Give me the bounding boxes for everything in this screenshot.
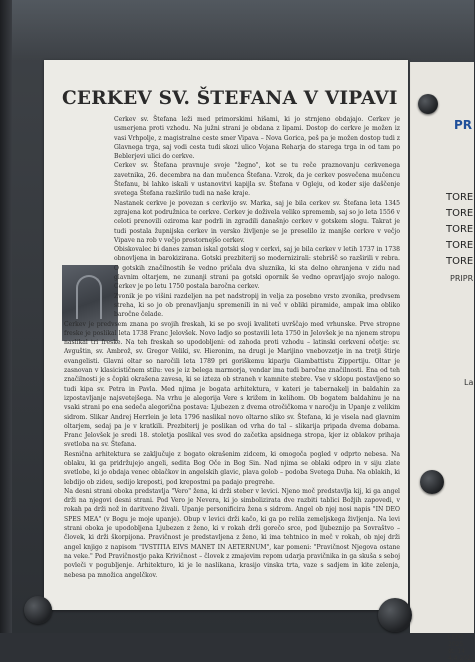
paragraph: Cerkev sv. Štefana leži med primorskimi hišami, ki jo strnjeno obdajajo. Cerkev je usmerjena proti vzhodu. Na južni strani je obdana z lipami. Dostop do cerkve je možen iz vasi Vrhpolje, z magistralne ceste smer Vipava – Nova Gorica, peš pa je možen dostop tudi z Glavnega trga, saj vodi cesta tudi skozi ulico Vojana Reharja do starega trga in od tam po Beblerjevi ulici do cerkve. — [114, 116, 400, 161]
notice-small-text: La — [464, 378, 474, 387]
notice-line: TORE — [446, 224, 474, 235]
notice-footer-line: št. 14 — [448, 648, 465, 655]
notice-note: PRIPR — [450, 274, 474, 283]
notice-footer-line: 4.4.2025 — [448, 655, 475, 662]
notice-heading-fragment: PR — [454, 118, 473, 132]
pin-icon — [378, 598, 412, 632]
paragraph: Resnična arhitektura se zaključuje z bogato okrašenim zidcem, ki omogoča pogled v odprto nebesa. Na oblaku, ki ga pridržujejo angeli, sedita Bog Oče in Bog Sin. Nad njima se oblaki odpro in v siju zlate svetlobe, ki jo obdaja venec oblačkov in angelskih glavic, plava golob – podoba Svetega Duha. Na oblakih, ki lebdijo ob zideu, sedijo kreposti, pod krepostmi pa padajo pregrehe. — [64, 450, 400, 486]
glass-reflection — [0, 0, 474, 60]
notice-line: TORE — [446, 240, 474, 251]
display-case-frame — [0, 0, 12, 633]
arch-detail — [76, 275, 102, 319]
notice-footer-line: LETO 2025 — [448, 634, 464, 648]
paragraph: Obiskovalec bi danes zaman iskal gotski slog v cerkvi, saj je bila cerkev v letih 1737 in 1738 obnovljena in barokizirana. Gotski prezbiterij so modernizirali: stebrišč so razširili v rebra. O gotskih značilnostih še vedno pričala dva sluznika, ki sta delno ohranjena v zidu nad glavnim oltarjem, ne zunanji strani pa gotski opornik še vedno opravljajo svojo nalogo. Cerkev je po letu 1750 postala baročna cerkev. — [114, 246, 400, 291]
paragraph: Na desni strani oboka predstavlja "Vero" žena, ki drži steber v levici. Njeno moč predstavlja kij, ki ga angel drži na njegovi desni strani. Pod Vero je Nevera, ki jo simbolizirata dve razbiti tablici Božjih zapovedi, v rokah pa drži nož in daritveno živali. Upanje personificira žena s sidrom. Angel ob njej nosi napis "IN DEO SPES MEA" (v Bogu je moje upanje). Obup v levici drži kačo, ki ga po relila zemeljskega življenja. Na levi strani oboka je upodobljena Ljubezen z ženo, ki v rokah drži gorečo srce, pod ljubeznijo pa Sovraštvo – človek, ki drži škorpijona. Pravičnost je predstavljena z ženo, ki ima tehtnico in meč v rokah, ob njej drži angel knjigo z napisom "IVSTITIA EIVS MANET IN AETERNUM", kar pomeni: "Pravičnost Njegova ostane na veke." Pod Pravičnostjo paka Krivičnost – človek z zmajevim repom udarja pravičnika in ga skuša s seboj povleči v pogubljenje. Arhitekturo, ki je le naslikana, krasijo vinska trta, vaze s sadjem in kite zelenja, nebesa pa množica angelčkov. — [64, 487, 400, 579]
neighbouring-notice — [410, 62, 475, 662]
page-title: CERKEV SV. ŠTEFANA V VIPAVI — [62, 88, 398, 109]
article-body — [64, 115, 400, 580]
notice-footer — [448, 634, 475, 662]
pin-icon — [420, 470, 444, 494]
notice-line: TORE — [446, 256, 474, 267]
paragraph: Cerkev je predvsem znana po svojih freskah, ki se po svoji kvaliteti uvrščajo med vrhunske. Prve stropne freske je poslikal leta 1738 Franc Jelovšek. Novo ladjo so postavili leta 1750 in Jelovšek je na njenem stropu naslikal tri freske. Na teh freskah so upodobljeni: od zahoda proti vzhodu – latinski cerkveni očetje: sv. Avguštin, sv. Ambrož, sv. Gregor Veliki, sv. Hieronim, na drugi je Marijino vnebovzetje in na tretji štirje evangelisti. Glavni oltar so naročili leta 1789 pri goriškemu kiparju Giambattistu Zippertiju. Oltar je zasnovan v klasicističnem stilu: ves je iz belega marmorja, vendar ima tudi baročne značilnosti. Ena od teh značilnosti je s čopki okrašena zavesa, ki se izteza ob straneh v kamnite stebre. Vse v sklopu postavljeno so tudi kipa sv. Petra in Pavla. Med njima je bogata arhitektura, v kateri je tabernakelj in baldahin za izpostavljanje najsvetejšega. Na vrhu je alegorija Vere s križem in kelihom. Ob bogatem baldahinu je na vsaki strani po ena sedeča alegorična postava: Ljubezen z dvema otročičkoma v naročju in Upanje z velikim sidrom. Slikar Andrej Herrlein je leta 1796 naslikal novo oltarno sliko sv. Štefana, ki je visela nad glavnim oltarjem, sedaj pa je v kratkili. Prezbiterij je poslikan od vrha do tal – slikarija pripada dvema dobama. Franc Jelovšek je sredi 18. stoletja poslikal ves svod do začetka apsidnega stropa, kjer iz oblakov prihaja svetloba na sv. Štefana. — [64, 320, 400, 449]
paragraph: Nastanek cerkve je povezan s cerkvijo sv. Marka, saj je bila cerkev sv. Štefana leta 1345 zgrajena kot podružnica te cerkve. Cerkev je doživela veliko sprememb, saj so jo leta 1556 v celoti prenovili oziroma kar podrli in zgradili današnjo cerkev v gotskem slogu. Takrat je tudi postala župnijska cerkev in versko življenje se je preselilo iz manjše cerkve v večjo Vipave na rob v večjo prostornejšo cerkev. — [114, 199, 400, 244]
notice-line: TORE — [446, 208, 474, 219]
paragraph: Cerkev sv. Štefana pravnuje svoje "žegno", kot se tu reče praznovanju cerkvenega zavetnika, 26. decembra na dan mučenca Štefana. Vzrok, da je cerkev posvečena mučencu Štefanu, bi lahko iskali v ustanovitvi kapijla sv. Štefana v Ogleju, od koder sije daščenje svetega Štefana razširilo tudi na naše kraje. — [114, 162, 400, 198]
paragraph: Zvonik je po višini razdeljen na pet nadstropij in velja za posebno vrsto zvonika, predvsem streha, ki so jo ob prenavljanju spremenili in ni več v obliki piramide, ampak ima obliko baročne čelade. — [114, 292, 400, 319]
notice-line: TORE — [446, 192, 474, 203]
pin-icon — [418, 94, 438, 114]
pin-icon — [24, 596, 52, 624]
